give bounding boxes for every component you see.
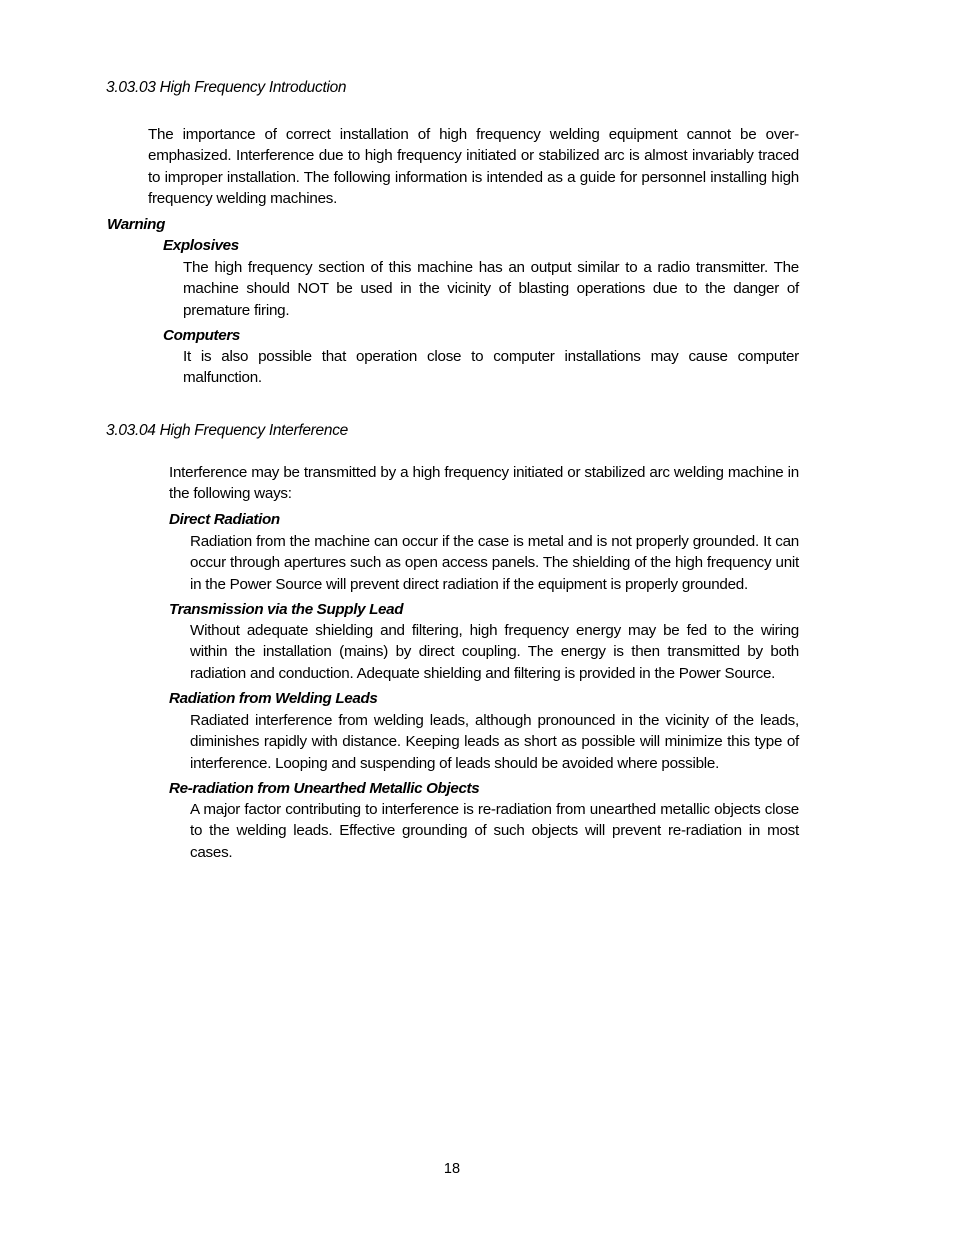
explosives-paragraph: The high frequency section of this machine has an output similar to a radio transmitter. The machine should NOT be used in the vicinity of blasting operations due to the danger of premature firing. — [183, 259, 799, 319]
direct-radiation-heading: Direct Radiation — [169, 511, 280, 528]
supply-lead-paragraph: Without adequate shielding and filtering, high frequency energy may be fed to the wiring within the installation (mains) by direct coupling. The energy is then transmitted by both radiation and conduction. Adequate shielding and filtering is provided in the Power Source. — [190, 622, 799, 682]
direct-radiation-paragraph: Radiation from the machine can occur if the case is metal and is not properly grounded. It can occur through apertures such as open access panels. The shielding of the high frequency unit in the Power Source will prevent direct radiation if the equipment is properly grounded. — [190, 533, 799, 593]
page-number: 18 — [443, 1161, 461, 1177]
computers-paragraph: It is also possible that operation close to computer installations may cause computer malfunction. — [183, 348, 799, 387]
explosives-heading: Explosives — [163, 237, 239, 254]
supply-lead-heading: Transmission via the Supply Lead — [169, 601, 404, 618]
section-heading-hf-introduction: 3.03.03 High Frequency Introduction — [106, 79, 347, 96]
computers-heading: Computers — [163, 327, 241, 344]
welding-leads-heading: Radiation from Welding Leads — [169, 690, 378, 707]
section-heading-hf-interference: 3.03.04 High Frequency Interference — [106, 422, 348, 439]
hf-introduction-paragraph: The importance of correct installation of high frequency welding equipment cannot be over-emphasized. Interference due to high frequency initiated or stabilized arc is almost invariably traced to improper installation. The following information is intended as a guide for personnel installing high frequency welding machines. — [148, 126, 799, 207]
hf-interference-intro-paragraph: Interference may be transmitted by a high frequency initiated or stabilized arc welding machine in the following ways: — [169, 464, 799, 503]
unearthed-objects-heading: Re-radiation from Unearthed Metallic Objects — [169, 780, 480, 797]
warning-label: Warning — [107, 216, 166, 233]
unearthed-objects-paragraph: A major factor contributing to interference is re-radiation from unearthed metallic objects close to the welding leads. Effective grounding of such objects will prevent re-radiation in most cases. — [190, 801, 799, 861]
welding-leads-paragraph: Radiated interference from welding leads, although pronounced in the vicinity of the leads, diminishes rapidly with distance. Keeping leads as short as possible will minimize this type of interference. Looping and suspending of leads should be avoided where possible. — [190, 712, 799, 772]
